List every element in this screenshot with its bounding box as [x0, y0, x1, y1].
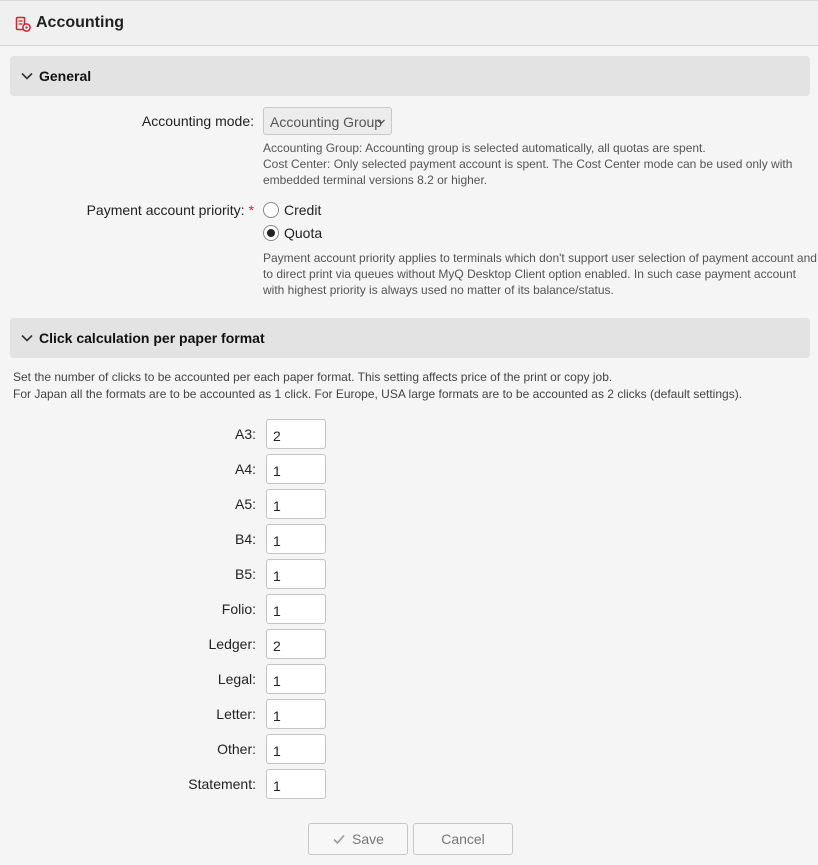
format-clicks-input[interactable]: 1 — [266, 524, 326, 554]
format-label: A3: — [234, 426, 256, 442]
format-clicks-input[interactable]: 2 — [266, 419, 326, 449]
format-clicks-input[interactable]: 1 — [266, 769, 326, 799]
format-clicks-input[interactable]: 1 — [266, 489, 326, 519]
accounting-mode-label: Accounting mode: — [141, 113, 254, 129]
page-header — [0, 0, 818, 46]
format-label: Legal: — [217, 671, 256, 687]
section-clicks-header[interactable] — [10, 318, 810, 358]
help-line: with highest priority is always used no matter of its balance/status. — [263, 283, 614, 297]
format-label: Other: — [217, 741, 256, 757]
payment-priority-label-text: Payment account priority: — [86, 202, 245, 218]
format-clicks-input[interactable]: 1 — [266, 699, 326, 729]
format-label: Statement: — [188, 776, 256, 792]
radio-credit[interactable] — [263, 201, 321, 219]
accounting-icon — [15, 16, 31, 32]
format-label: Ledger: — [208, 636, 256, 652]
format-clicks-input[interactable]: 1 — [266, 559, 326, 589]
help-line: Cost Center: Only selected payment account is spent. The Cost Center mode can be used only with — [263, 157, 793, 171]
section-clicks-title: Click calculation per paper format — [39, 330, 265, 346]
required-star: * — [248, 202, 254, 218]
format-clicks-input[interactable]: 1 — [266, 594, 326, 624]
payment-priority-label — [20, 202, 254, 218]
page-title: Accounting — [36, 14, 124, 31]
format-clicks-input[interactable]: 1 — [266, 734, 326, 764]
cancel-button[interactable] — [413, 823, 513, 855]
radio-credit-button[interactable] — [263, 202, 279, 218]
format-clicks-input[interactable]: 1 — [266, 454, 326, 484]
radio-quota-label: Quota — [284, 225, 323, 241]
format-label: Folio: — [221, 601, 256, 617]
cancel-button-label: Cancel — [441, 831, 485, 847]
chevron-down-icon — [20, 331, 34, 345]
accounting-mode-help — [263, 140, 792, 188]
section-general-header[interactable] — [10, 56, 810, 96]
format-label: Letter: — [216, 706, 256, 722]
radio-credit-label: Credit — [284, 202, 322, 218]
clicks-description — [13, 369, 742, 403]
format-clicks-input[interactable]: 1 — [266, 664, 326, 694]
help-line: embedded terminal versions 8.2 or higher. — [263, 173, 488, 187]
save-button[interactable] — [308, 823, 408, 855]
chevron-down-icon — [376, 117, 386, 127]
help-line: Payment account priority applies to terminals which don't support user selection of payment account and — [263, 251, 817, 265]
format-label: A5: — [234, 496, 256, 512]
description-line: For Japan all the formats are to be accounted as 1 click. For Europe, USA large formats are to be accounted as 2 clicks (default settings). — [13, 387, 743, 401]
radio-quota-button[interactable] — [263, 225, 279, 241]
accounting-mode-select[interactable] — [263, 107, 392, 135]
help-line: to direct print via queues without MyQ Desktop Client option enabled. In such case payment account — [263, 267, 796, 281]
radio-quota[interactable] — [263, 224, 322, 242]
description-line: Set the number of clicks to be accounted per each paper format. This setting affects price of the print or copy job. — [13, 370, 613, 384]
format-label: B5: — [234, 566, 256, 582]
payment-priority-help — [263, 250, 817, 298]
format-label: B4: — [234, 531, 256, 547]
help-line: Accounting Group: Accounting group is selected automatically, all quotas are spent. — [263, 141, 706, 155]
format-label: A4: — [234, 461, 256, 477]
checkmark-icon — [332, 832, 346, 846]
section-general-title: General — [39, 68, 92, 84]
chevron-down-icon — [20, 69, 34, 83]
format-clicks-input[interactable]: 2 — [266, 629, 326, 659]
accounting-mode-value: Accounting Group — [270, 114, 383, 130]
save-button-label: Save — [352, 831, 384, 847]
